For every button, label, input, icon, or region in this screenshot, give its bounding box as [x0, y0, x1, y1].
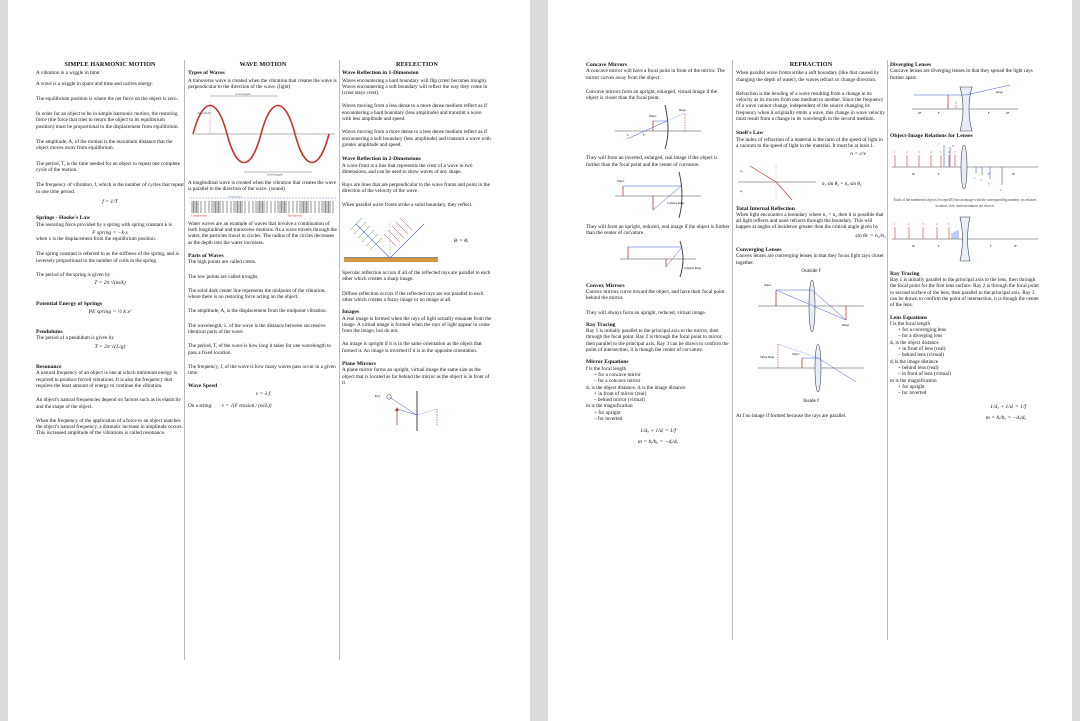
heading-pendulums: Pendulums [36, 329, 63, 336]
label-inside-f: Inside f [803, 398, 819, 405]
text: – for inverted [594, 416, 623, 423]
svg-text:5: 5 [948, 221, 950, 226]
text: A concave mirror will have a focal point in front of the mirror. The mirror curves away from the object. [586, 68, 725, 81]
svg-text:7: 7 [938, 142, 940, 147]
text: Concave mirrors form an upright, enlarged, virtual image if the object is closer than the focal point. [586, 88, 718, 102]
text: They will form an inverted, enlarged, real image if the object is further than the focal point and the center of curvature. [586, 155, 718, 168]
text: + for upright [898, 383, 925, 390]
text: Convex mirrors curve toward the object, and have their focal point behind the mirror. [586, 288, 725, 302]
transverse-wave-diagram [189, 92, 337, 176]
heading-reflection-1d: Wave Reflection in 1-Dimension [342, 70, 419, 77]
heading-convex-mirrors: Convex Mirrors [586, 282, 625, 289]
text: A longitudinal wave is created when the vibration that creates the wave is parallel to the direction of the wave. (sound) [188, 180, 336, 193]
equation-angles: θᵢ = θᵣ [454, 238, 469, 245]
text: m is the magnification [586, 403, 633, 410]
svg-text:3: 3 [922, 221, 924, 226]
text: The low points are called troughs. [188, 273, 259, 280]
column-refraction [736, 62, 886, 423]
snells-law-diagram [736, 162, 886, 202]
text: + for a converging lens [898, 327, 947, 334]
concave-mirror-reduced-image-diagram [618, 239, 702, 279]
left-page [8, 0, 530, 721]
label-image: Image [996, 90, 1003, 94]
equation-lens: 1/dₒ + 1/dᵢ = 1/f [990, 404, 1026, 411]
heading-snells-law: Snell's Law [736, 130, 764, 137]
heading-lens-equations: Lens Equations [890, 314, 928, 321]
equation-frequency: f = 1/T [102, 198, 118, 205]
heading-types-of-waves: Types of Waves [188, 70, 225, 77]
label-wavelength-lower: wavelength [267, 172, 283, 177]
label-f-right: F [988, 110, 990, 115]
svg-text:1: 1 [974, 176, 976, 181]
text: On a string: [188, 403, 213, 410]
text: A natural frequency of an object is one at which minimum energy is required to produce forced vibrations. It is also the frequency that requires the least amount of energy to continue the vibration. [36, 370, 178, 389]
svg-text:1: 1 [894, 150, 896, 155]
text: + in front of lens (real) [898, 346, 946, 353]
text: The equilibrium position is where the net force on the object is zero. [36, 95, 178, 102]
label-object: Object [792, 353, 800, 357]
text: Convex lenses are converging lenses in that they focus light rays closer together. [736, 253, 884, 266]
heading-diverging-lenses: Diverging Lenses [890, 62, 932, 68]
text: The frequency of vibration, f, which is the number of cycles that repeat in one time period. [36, 182, 184, 195]
heading-plane-mirrors: Plane Mirrors [342, 361, 376, 368]
text: – behind lens (virtual) [898, 352, 944, 359]
equation-string-speed: v = √(F tension / (m/L)) [221, 403, 272, 410]
object-image-relations-converging-diagram [890, 141, 1040, 193]
column-reflection [342, 62, 492, 437]
text: f is the focal length [890, 320, 931, 327]
text: + for upright [594, 409, 621, 416]
label-2f: 2F [912, 173, 915, 177]
label-2f-right: 2F [1006, 110, 1010, 115]
heading-resonance: Resonance [36, 364, 62, 371]
column-diverging-lenses [890, 62, 1040, 425]
text: At f no image if formed because the rays are parallel. [736, 412, 847, 419]
longitudinal-wave-diagram [188, 195, 338, 217]
text: The frequency, f, of the wave is how many waves pass occur in a given time. [188, 363, 336, 377]
text: – in front of lens (virtual) [898, 371, 951, 378]
concave-mirror-real-image-diagram [613, 170, 703, 220]
text: A vibration is a wiggle in time. [36, 70, 101, 77]
text: The amplitude, A, of the motion is the maximum distance that the object moves away from equilibrium. [36, 139, 173, 152]
label-wavelength: wavelength [228, 194, 242, 199]
equation-magnification: m = hᵢ/hₒ = −dᵢ/dₒ [985, 414, 1026, 421]
label-2f: 2F [912, 244, 915, 248]
svg-text:n₂: n₂ [740, 188, 743, 193]
column-wave-motion [188, 62, 338, 409]
column-divider [732, 60, 733, 640]
label-eye: Eye [375, 394, 381, 399]
label-c: C [627, 133, 630, 138]
heading-concave-mirrors: Concave Mirrors [586, 62, 628, 68]
section-title: REFRACTION [789, 61, 833, 68]
svg-text:2: 2 [906, 150, 908, 155]
svg-text:2: 2 [908, 221, 910, 226]
heading-mirror-equations: Mirror Equations [586, 359, 629, 366]
label-outside-f: Outside f [801, 267, 821, 274]
text: When light encounters a boundary where n₁ > n₂ then it is possible that all light reflects and none refracts through the boundary. This will happen at angles of incidence greater than the critical angle given by [736, 211, 884, 231]
equation-potential-energy: PE spring = ½ k x² [88, 308, 132, 315]
equation-wave-speed: v = λ f [255, 390, 271, 397]
svg-text:1: 1 [894, 221, 896, 226]
label-object: Object [617, 180, 625, 184]
right-page [548, 0, 1072, 721]
text: Concave lenses are diverging lenses in that they spread the light rays further apart. [890, 68, 1033, 81]
label-object: Object [649, 115, 657, 119]
label-2f-right: 2F [1012, 173, 1015, 177]
text: Waves moving from a less dense to a more dense medium reflect as if encountering a hard boundary (less amplitude) and transmit a wave with less amplitude and speed. [342, 103, 487, 123]
text: The solid dark center line represents the midpoint of the vibration, where there is no restoring force acting on the object. [188, 287, 326, 301]
label-2f: 2F [918, 110, 922, 115]
text: An image is upright if it is in the same orientation as the object that formed it. An image is inverted if it is in the opposite orientation. [342, 341, 482, 354]
svg-text:6: 6 [948, 150, 950, 155]
diverging-lens-diagram [910, 83, 1020, 127]
label-object: Object [764, 284, 772, 288]
label-f-right: F [990, 244, 992, 248]
text: Waves encountering a hard boundary will flip (crest becomes trough). Waves encountering a soft boundary will reflect the way they come in (crest stays crest). [342, 77, 488, 97]
label-2f-right: 2F [1014, 244, 1017, 248]
converging-lens-outside-f-diagram [756, 276, 866, 334]
label-amplitude: amplitude [197, 111, 211, 116]
svg-text:3: 3 [988, 182, 990, 187]
equation-hooke: F spring = −k·x [92, 229, 128, 236]
heading-reflection-2d: Wave Reflection in 2-Dimensions [342, 156, 421, 163]
text: The amplitude, A, is the displacement from the midpoint vibration. [188, 308, 327, 315]
text: Specular reflection occurs if all of the reflected rays are parallel to each other which creates a sharp image. [342, 270, 491, 283]
equation-spring-period: T = 2π √(m/k) [94, 280, 126, 287]
text: – behind mirror (virtual) [594, 397, 645, 404]
svg-text:5: 5 [940, 150, 942, 155]
text: dₒ is the object distance [890, 339, 939, 346]
heading-ray-tracing: Ray Tracing [586, 321, 616, 328]
section-title: SIMPLE HARMONIC MOTION [64, 61, 156, 68]
equation-snell: n₁ sin θ₁ = n₂ sin θ₂ [822, 181, 862, 187]
equation-mirror: 1/dₒ + 1/dᵢ = 1/f [640, 428, 676, 435]
converging-lens-inside-f-diagram [756, 338, 866, 394]
text: dᵢ is the image distance [890, 358, 939, 365]
label-complete-image: Complete Image [684, 266, 702, 270]
text: – for a diverging lens [898, 333, 943, 340]
text: + in front of mirror (real) [594, 390, 647, 397]
text: The period of the spring is given by [36, 271, 111, 278]
label-f: F [938, 173, 940, 177]
text: m is the magnification [890, 377, 937, 384]
column-simple-harmonic-motion [36, 62, 184, 441]
heading-parts-of-waves: Parts of Waves [188, 252, 224, 259]
section-title: REFLECTION [396, 61, 438, 68]
text: The restoring force provided by a spring with spring constant k is [36, 222, 172, 229]
heading-ray-tracing: Ray Tracing [890, 270, 920, 277]
label-f-right: F [988, 173, 990, 177]
label-rarefaction: Rarefaction [288, 213, 302, 218]
label-virtual-image: Virtual Image [760, 356, 775, 360]
column-concave-mirrors [586, 62, 730, 449]
text: The period of a pendulum is given by [36, 335, 114, 342]
text: + for a concave mirror [594, 371, 641, 378]
section-title: WAVE MOTION [239, 61, 287, 68]
text: A real image is formed when the rays of light actually emanate from the image. A virtual image is formed when the rays of light appear to come from the image, but do not. [342, 315, 492, 335]
column-divider [339, 60, 340, 660]
label-f: F [643, 133, 645, 138]
label-f: F [938, 244, 940, 248]
text: Ray 1 is initially parallel to the principal axis to the lens, then through the focal point for the first lens surface. Ray 2 is through the focal point to second surface of the lens, then parallel to the principal axis. Ray 3 can be drawn to confirm the point of intersection, it is though the center of the lens. [890, 277, 1039, 309]
text: The spring constant is referred to as the stiffness of the spring, and is inversely proportional to the number of coils in the spring [36, 251, 179, 264]
column-divider [184, 60, 185, 660]
heading-object-image-relations: Object-Image Relations for Lenses [890, 132, 973, 139]
text: A wave front is a line that represents the crest of a wave in two dimensions, and can be used to show waves of any shape. [342, 162, 473, 175]
equation-magnification: m = hᵢ/hₒ = −dᵢ/dₒ [637, 438, 679, 445]
text: When the frequency of the application of a force to an object matches the object's natural frequency, a dramatic increase in amplitude occurs. This increased amplitude of the vibrations is called resonance. [36, 417, 183, 437]
text: Water waves are an example of waves that involve a combination of both longitudinal and transverse motions. As a wave travels through the water, the particles travel in circles. The radius of the circles decreases as the depth into the water increases. [188, 220, 337, 246]
string-speed-row [188, 403, 338, 409]
text: A transverse wave is created when the vibration that creates the wave is perpendicular to the direction of the wave. (light) [188, 77, 337, 90]
equation-index: n = c/v [850, 151, 866, 158]
label-image: Image [842, 324, 849, 328]
text: dₒ is the object distance, dᵢ is the image distance [586, 384, 686, 391]
text: When parallel wave fronts strike a solid boundary, they reflect. [342, 201, 473, 208]
text: They will form an upright, reduced, real image if the object is further than the center of curvature. [586, 224, 730, 237]
svg-text:6: 6 [952, 144, 954, 149]
svg-text:4: 4 [930, 150, 932, 155]
text: + behind lens (real) [898, 364, 939, 371]
equation-critical-angle: sin θc = n₂/n₁ [855, 232, 886, 239]
svg-text:n₁: n₁ [740, 168, 743, 173]
label-compression: Compression [191, 213, 207, 218]
text: Rays are lines that are perpendicular to the wave fronts and point in the direction of the velocity of the wave. [342, 182, 490, 195]
figure-caption: Each of the numbered objects (except #5) has an image with the corresponding number; its relative location, size, and orientation are shown. [893, 198, 1037, 209]
plane-mirror-diagram [367, 389, 467, 433]
label-complete-image: Complete Image [667, 202, 685, 206]
text: The period, T, is the time needed for an object to repeat one complete cycle of the motion. [36, 160, 180, 173]
text: The high points are called crests. [188, 259, 257, 266]
text: In order for an object to be in simple harmonic motion, the restoring force (the force that tries to return the object to its equilibrium position) must be proportional to the displacement from equilibrium. [36, 111, 179, 130]
text: The index of refraction of a material is the ratio of the speed of light in a vacuum to the speed of light in the material. It must be at least 1. [736, 136, 883, 149]
label-wavelength: wavelength [235, 92, 251, 97]
label-f: F [938, 110, 940, 115]
svg-text:7: 7 [954, 150, 956, 155]
text: – for inverted [898, 390, 927, 397]
text: A wave is a wiggle in space and time and carries energy. [36, 80, 154, 87]
text: – for a concave mirror [594, 378, 641, 385]
text: Waves moving from a more dense to a less dense medium reflect as if encountering a soft boundary (less amplitude) and transmit a wave with greater amplitude and speed. [342, 129, 491, 148]
text: When parallel wave fronts strike a soft boundary (like that caused by changing the depth of water), the waves refract or change direction. [736, 70, 880, 83]
heading-potential-energy: Potential Energy of Springs [36, 300, 103, 307]
text: A plane mirror forms an upright, virtual image the same size as the object that is located as far behind the mirror as the object is in front of it. [342, 367, 490, 386]
heading-images: Images [342, 309, 360, 316]
svg-text:2: 2 [980, 178, 982, 183]
equation-pendulum: T = 2π √(L/g) [94, 343, 126, 350]
heading-total-internal-reflection: Total Internal Reflection [736, 205, 795, 212]
concave-mirror-virtual-image-diagram [613, 103, 703, 151]
reflection-2d-diagram [342, 210, 492, 266]
label-image: Image [679, 109, 686, 113]
heading-converging-lenses: Converging Lenses [736, 247, 782, 254]
svg-text:3: 3 [918, 150, 920, 155]
text: They will always form an upright, reduced, virtual image. [586, 309, 706, 316]
object-image-relations-diverging-diagram [890, 213, 1040, 263]
text: The wavelength, λ, of the wave is the distance between successive identical parts of the wave. [188, 322, 326, 336]
column-divider [887, 60, 888, 640]
heading-wave-speed: Wave Speed [188, 382, 218, 389]
svg-text:4: 4 [1000, 188, 1002, 193]
text: Diffuse reflection occurs if the reflected rays are not parallel to each other which creates a fuzzy image or no image at all. [342, 290, 484, 303]
text: The period, T, of the wave is how long it takes for one wavelength to pass a fixed location. [188, 343, 332, 356]
text: Ray 1 is initially parallel to the principal axis to the mirror, then through the focal point. Ray 2 is through the focal point to mirror, then parallel to the principal axis. Ray 3 can be drawn to confirm the point of intersection, it is though the center of curvature. [586, 328, 729, 354]
text: when x is the displacement from the equilibrium position. [36, 236, 157, 243]
text: An object's natural frequencies depend on factors such as its elasticity and the shape of the object. [36, 397, 181, 410]
text: f is the focal length [586, 365, 627, 372]
text: Refraction is the bending of a wave resulting from a change in its velocity as its moves from one medium to another. Since the frequency of a wave cannot change, independent of the source changing its frequency when it originally emits a wave, this change in wave velocity must result from a change in its wavelength in the second medium. [736, 90, 885, 123]
svg-text:4: 4 [936, 221, 938, 226]
heading-hookes-law: Springs - Hooke's Law [36, 215, 91, 222]
